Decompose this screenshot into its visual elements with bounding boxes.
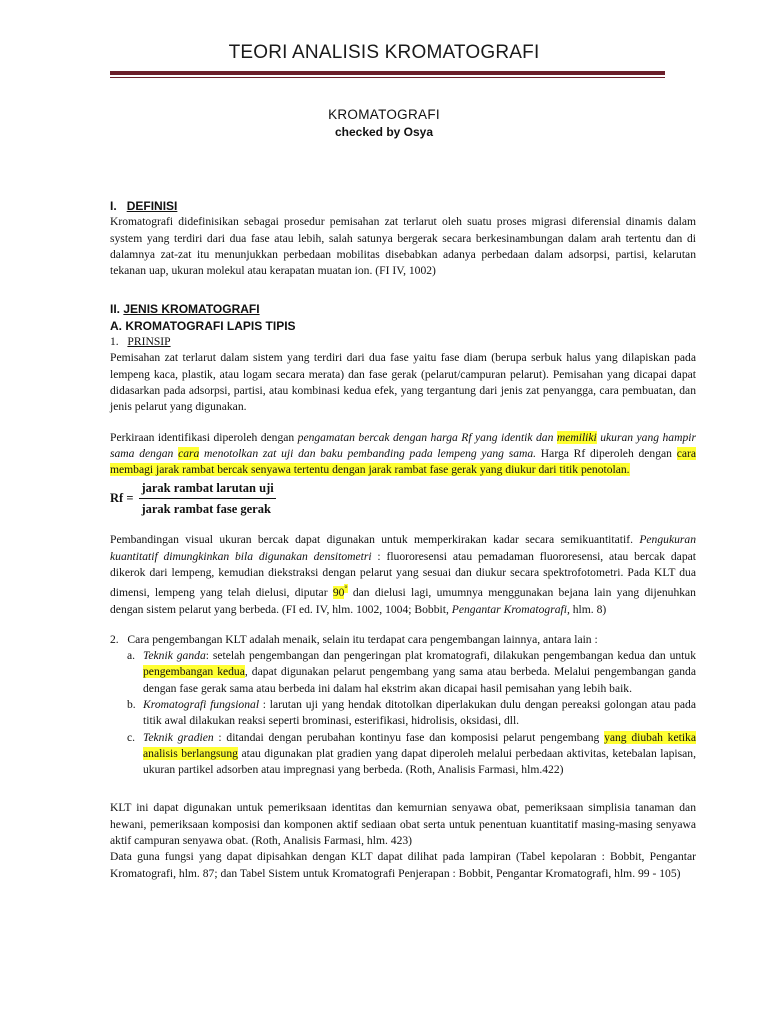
highlight-run: pengembangan kedua <box>143 665 245 679</box>
fungsi-paragraph: Data guna fungsi yang dapat dipisahkan dengan KLT dapat dilihat pada lampiran (Tabel kepolaran : Bobbit, Pengantar Kromatografi, hlm. 87; dan Tabel Sistem untuk Kromatografi Penjerapan : Bobbit, Pengantar Kromatografi, hlm. 99 - 105) <box>110 850 696 880</box>
section-heading-jenis <box>110 301 696 317</box>
visual-paragraph <box>110 532 696 617</box>
list-item-label: c. <box>127 730 136 744</box>
highlight-run: cara <box>178 446 200 460</box>
highlight-run: cara membagi jarak rambat bercak senyawa tertentu dengan jarak rambat fase gerak yang diukur dari titik penotolan. <box>110 446 696 477</box>
definisi-paragraph: Kromatografi didefinisikan sebagai prosedur pemisahan zat terlarut oleh suatu proses migrasi diferensial dinamis dalam system yang terdiri dari dua fase atau lebih, salah satunya bergerak secara berkesinambungan dalam arah tertentu dan di dalamnya zat-zat itu menunjukkan perbedaan mobilitas disebabkan adanya perbedaan dalam adsorpsi, partisi, kelarutan tekanan uap, ukuran molekul atau kerapatan muatan ion. (FI IV, 1002) <box>110 215 696 278</box>
rf-paragraph <box>110 430 696 479</box>
subsection-heading-klt: A. KROMATOGRAFI LAPIS TIPIS <box>110 318 296 333</box>
list-item <box>110 697 696 730</box>
section-number: I. <box>110 199 117 213</box>
text-run-italic: menotolkan zat uji dan baku pembanding pada lempeng yang sama. <box>199 446 537 460</box>
formula-lhs: Rf = <box>110 491 134 506</box>
text-run-italic: ukuran yang hampir sama dengan <box>110 430 696 460</box>
text-run: : larutan uji yang hendak ditotolkan diperlakukan dulu dengan pereaksi golongan atau pada titik awal dilakukan reaksi seperti brominasi, esterifikasi, hidrolisis, oksidasi, dll. <box>143 697 697 728</box>
text-run: : fluororesensi atau pemadaman fluororesensi, atau bercak dapat dikerok dari lempeng, kemudian diekstraksi dengan pelarut yang sesuai dan diukur secara spektrofotometri. Pada KLT dua dimensi, lempeng yang telah dielusi, diputar <box>110 549 696 600</box>
text-run: atau digunakan plat gradien yang dapat diperoleh melalui perbedaan aktivitas, ketebalan lapisan, ukuran partikel adsorben atau impregnasi yang berbeda. (Roth, Analisis Farmasi, hlm.422) <box>143 746 696 777</box>
formula-numerator: jarak rambat larutan uji <box>139 480 275 499</box>
text-run-italic: pengamatan bercak dengan harga Rf yang identik dan <box>297 430 557 444</box>
degree-sign: ° <box>344 584 348 594</box>
text-run: : setelah pengembangan dan pengeringan plat kromatografi, dilakukan pengembangan kedua dan untuk <box>205 649 696 663</box>
list-item <box>110 648 696 697</box>
text-run: Harga Rf diperoleh dengan <box>536 446 677 460</box>
header-rule-thin <box>110 77 665 78</box>
rf-formula <box>110 480 696 516</box>
prinsip-heading <box>110 334 696 350</box>
document-subtitle: checked by Osya <box>334 125 434 139</box>
section-heading-definisi <box>110 198 696 214</box>
text-run-italic: Teknik gradien <box>143 730 214 744</box>
item-number: 2. <box>110 632 119 646</box>
highlight-run: yang diubah ketika analisis berlangsung <box>143 730 696 760</box>
highlight-run: memiliki <box>556 430 597 444</box>
text-run: : ditandai dengan perubahan kontinyu fase dan komposisi pelarut pengembang <box>213 730 605 744</box>
list-item-label: b. <box>127 697 136 711</box>
text-run: dan dielusi lagi, umumnya menggunakan bejana lain yang dijenuhkan dengan sistem pelarut yang berbeda. (FI ed. IV, hlm. 1002, 1004; Bobbit, <box>110 586 696 616</box>
item2-intro <box>110 632 696 648</box>
list-item-label: a. <box>127 649 136 663</box>
text-run: , dapat digunakan pelarut pengembang yang sama atau berbeda. Melalui pengembangan ganda dengan fase gerak sama atau berbeda ini dalam hal ekstrim akan dicapai hasil pemisahan yang lebih baik. <box>143 665 696 695</box>
klt-usage-paragraph: KLT ini dapat digunakan untuk pemeriksaan identitas dan kemurnian senyawa obat, pemeriksaan simplisia tanaman dan hewani, pemeriksaan komposisi dan komponen aktif sediaan obat serta untuk penentuan kuantitatif masing-masing senyawa aktif campuran senyawa obat. (Roth, Analisis Farmasi, hlm. 423) <box>110 801 696 848</box>
page-header-title: TEORI ANALISIS KROMATOGRAFI <box>228 42 540 63</box>
formula-fraction <box>139 480 275 517</box>
header-rule-thick <box>110 71 665 75</box>
document-title: KROMATOGRAFI <box>328 107 440 122</box>
item-intro-text: Cara pengembangan KLT adalah menaik, selain itu terdapat cara pengembangan lainnya, antara lain : <box>127 632 598 646</box>
prinsip-paragraph: Pemisahan zat terlarut dalam sistem yang terdiri dari dua fase yaitu fase diam (berupa serbuk halus yang dilapiskan pada lempeng kaca, plastik, atau logam secara merata) dan fase gerak (pelarut/campuran pelarut). Pemisahan yang dicapai dapat didasarkan pada adsorpsi, partisi, atau kombinasi kedua efek, yang tergantung dari jenis zat penyangga, cara pembuatan, dan jenis pelarut yang digunakan. <box>110 351 696 414</box>
text-run-italic: Pengukuran kuantitatif dimungkinkan bila digunakan densitometri <box>110 533 696 563</box>
text-run: Pembandingan visual ukuran bercak dapat digunakan untuk memperkirakan kadar secara semikuantitatif. <box>110 533 640 547</box>
text-run: hlm. 8) <box>569 602 607 616</box>
list-item <box>110 730 696 779</box>
document-body <box>110 198 696 882</box>
item-number: 1. <box>110 335 119 349</box>
section-title: DEFINISI <box>126 199 178 213</box>
development-methods-list <box>110 648 696 778</box>
text-run: Perkiraan identifikasi diperoleh dengan <box>110 430 298 444</box>
highlight-run: 90 <box>332 586 345 600</box>
text-run-italic: Kromatografi fungsional <box>143 697 260 711</box>
text-run-italic: Pengantar Kromatografi, <box>451 602 570 616</box>
section-number: II. <box>110 302 121 317</box>
prinsip-title: PRINSIP <box>127 335 171 349</box>
section-title: JENIS KROMATOGRAFI <box>123 302 260 317</box>
formula-denominator: jarak rambat fase gerak <box>141 501 271 516</box>
text-run-italic: Teknik ganda <box>143 649 206 663</box>
